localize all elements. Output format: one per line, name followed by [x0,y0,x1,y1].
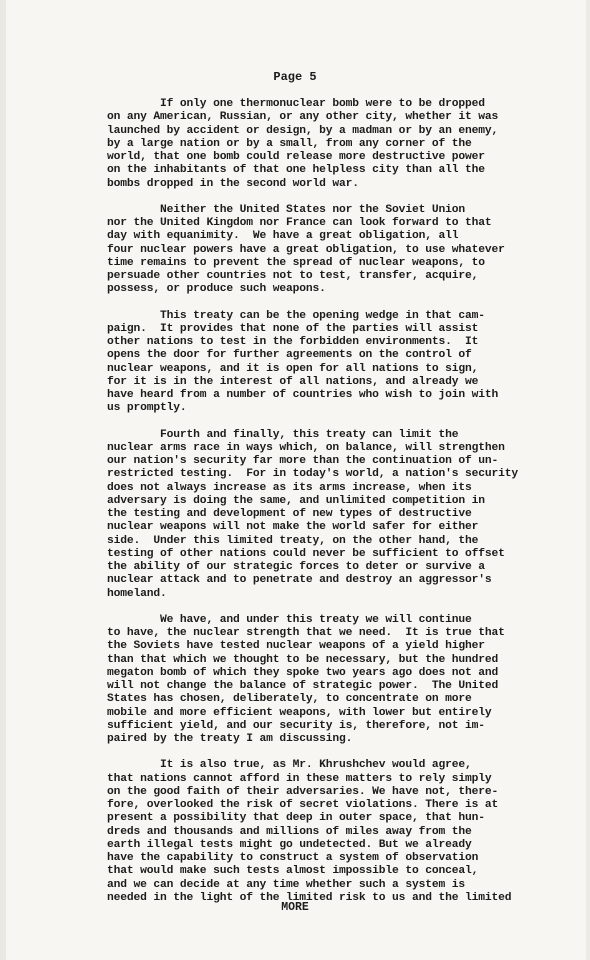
paragraph [107,204,537,297]
text-line: nuclear weapons, and it is open for all nations to sign, [107,362,479,375]
text-line: on the good faith of their adversaries. We have not, there- [107,785,499,798]
text-line: mobile and more efficient weapons, with lower but entirely [107,706,492,719]
text-line: restricted testing. For in today's world, a nation's security [107,468,519,481]
text-line: possess, or produce such weapons. [107,283,326,296]
text-line: earth illegal tests might go undetected. But we already [107,838,472,851]
text-line: homeland. [107,587,167,600]
text-line: present a possibility that deep in outer space, that hun- [107,812,485,825]
text-line: megaton bomb of which they spoke two years ago does not and [107,666,499,679]
text-line: nuclear weapons will not make the world safer for either [107,521,479,534]
text-line: by a large nation or by a small, from any corner of the [107,137,472,150]
text-line: dreds and thousands and millions of miles away from the [107,825,472,838]
text-line: side. Under this limited treaty, on the other hand, the [107,534,479,547]
text-line: that nations cannot afford in these matters to rely simply [107,772,492,785]
text-line: the Soviets have tested nuclear weapons of a yield higher [107,640,485,653]
paragraph [107,310,537,416]
text-line: It is also true, as Mr. Khrushchev would agree, [107,759,472,772]
text-line: the testing and development of new types of destructive [107,508,472,520]
paragraph [107,429,537,601]
text-line: nuclear attack and to penetrate and destroy an aggressor's [107,574,492,587]
text-line: launched by accident or design, by a madman or by an enemy, [107,124,499,137]
text-line: for it is in the interest of all nations, and already we [107,375,479,388]
text-line: have heard from a number of countries who wish to join with [107,389,499,401]
text-line: time remains to prevent the spread of nuclear weapons, to [107,256,485,269]
text-line: adversary is doing the same, and unlimited competition in [107,494,485,507]
text-line: have the capability to construct a system of observation [107,852,479,864]
text-line: paign. It provides that none of the parties will assist [107,322,479,335]
text-line: does not always increase as its arms increase, when its [107,481,472,494]
text-line: We have, and under this treaty we will continue [107,613,472,626]
text-line: needed in the light of the limited risk to us and the limited [107,891,512,904]
text-line: Fourth and finally, this treaty can limit the [107,428,459,441]
page-edge-left [0,0,6,960]
text-line: fore, overlooked the risk of secret violations. There is at [107,799,499,811]
text-line: that would make such tests almost impossible to conceal, [107,865,479,878]
text-line: will not change the balance of strategic power. The United [107,680,499,692]
text-line: and we can decide at any time whether such a system is [107,878,465,891]
text-line: persuade other countries not to test, transfer, acquire, [107,270,479,282]
text-line: our nation's security far more than the continuation of un- [107,455,499,467]
text-line: States has chosen, deliberately, to concentrate on more [107,693,472,706]
text-line: us promptly. [107,402,187,415]
text-line: world, that one bomb could release more destructive power [107,151,485,163]
text-line: nor the United Kingdom nor France can look forward to that [107,217,492,229]
paragraph [107,759,537,905]
text-line: the ability of our strategic forces to deter or survive a [107,561,485,573]
text-line: This treaty can be the opening wedge in that cam- [107,309,485,322]
paragraph [107,98,537,191]
page-edge-right [586,0,590,960]
page-number: Page 5 [273,70,317,84]
text-line: nuclear arms race in ways which, on balance, will strengthen [107,441,505,454]
paragraph [107,614,537,747]
text-line: sufficient yield, and our security is, therefore, not im- [107,719,485,732]
text-line: testing of other nations could never be sufficient to offset [107,547,505,560]
text-line: day with equanimity. We have a great obligation, all [107,230,459,243]
text-line: opens the door for further agreements on the control of [107,349,472,362]
text-line: paired by the treaty I am discussing. [107,733,353,745]
text-line: on any American, Russian, or any other city, whether it was [107,111,499,124]
text-line: If only one thermonuclear bomb were to be dropped [107,98,485,110]
text-line: to have, the nuclear strength that we need. It is true that [107,627,505,639]
body-text [107,98,537,918]
text-line: on the inhabitants of that one helpless city than all the [107,164,485,177]
text-line: four nuclear powers have a great obligation, to use whatever [107,243,505,256]
continuation-marker: MORE [281,901,309,914]
text-line: bombs dropped in the second world war. [107,177,359,190]
text-line: other nations to test in the forbidden environments. It [107,336,479,348]
text-line: Neither the United States nor the Soviet Union [107,203,465,216]
text-line: than that which we thought to be necessary, but the hundred [107,653,499,666]
